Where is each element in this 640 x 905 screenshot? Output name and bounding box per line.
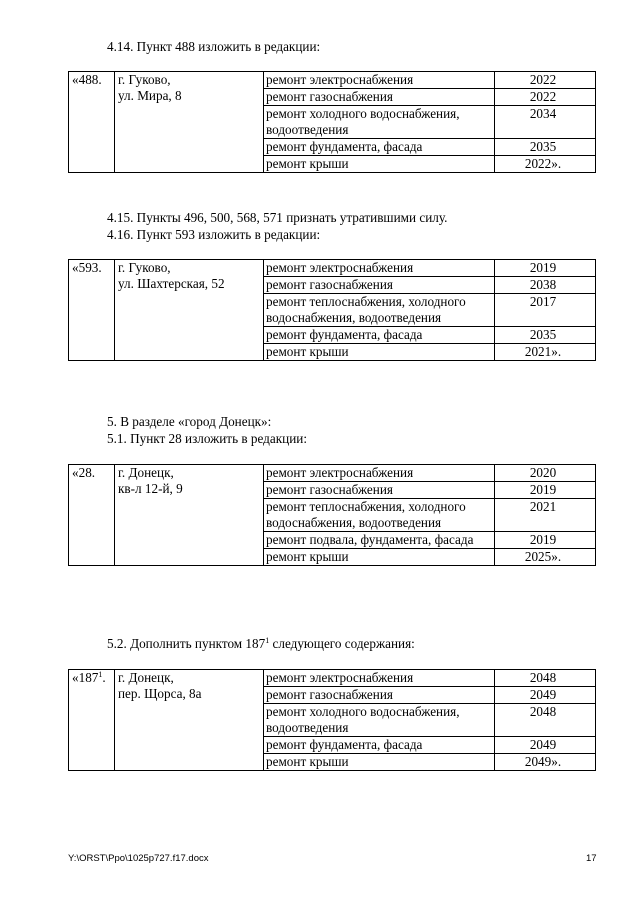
work-year: 2048 <box>495 670 596 687</box>
paragraph-5-1: 5.1. Пункт 28 изложить в редакции: <box>107 431 307 446</box>
work-type: ремонт крыши <box>264 549 495 566</box>
address-cell <box>115 465 264 566</box>
work-year: 2035 <box>495 327 596 344</box>
address-street: кв-л 12-й, 9 <box>118 481 183 496</box>
address-street: ул. Мира, 8 <box>118 88 182 103</box>
superscript-index: 1 <box>265 636 270 645</box>
work-type: ремонт электроснабжения <box>264 465 495 482</box>
work-year: 2022 <box>495 72 596 89</box>
work-type: ремонт холодного водоснабжения, водоотведения <box>264 704 495 737</box>
work-type: ремонт крыши <box>264 156 495 173</box>
paragraph-5: 5. В разделе «город Донецк»: <box>107 414 272 429</box>
item-number-suffix: . <box>102 670 106 685</box>
amendment-table-187-1 <box>68 669 596 771</box>
paragraph-5-2 <box>107 636 415 652</box>
work-year: 2048 <box>495 704 596 737</box>
item-number-main: «187 <box>72 670 99 685</box>
address-city: г. Донецк, <box>118 465 174 480</box>
work-type: ремонт фундамента, фасада <box>264 737 495 754</box>
paragraph-5-2-text: 5.2. Дополнить пунктом 187 <box>107 636 266 651</box>
address-city: г. Донецк, <box>118 670 174 685</box>
work-year: 2019 <box>495 482 596 499</box>
amendment-table-488 <box>68 71 596 173</box>
work-type: ремонт крыши <box>264 344 495 361</box>
work-year: 2022». <box>495 156 596 173</box>
work-year: 2019 <box>495 260 596 277</box>
paragraph-4-15: 4.15. Пункты 496, 500, 568, 571 признать утратившими силу. <box>107 210 448 225</box>
amendment-table-593 <box>68 259 596 361</box>
paragraph-4-14: 4.14. Пункт 488 изложить в редакции: <box>107 39 321 54</box>
item-number: «28. <box>69 465 115 566</box>
table-row <box>69 670 596 687</box>
item-number: «593. <box>69 260 115 361</box>
table-row <box>69 72 596 89</box>
work-type: ремонт электроснабжения <box>264 260 495 277</box>
paragraph-4-16: 4.16. Пункт 593 изложить в редакции: <box>107 227 321 242</box>
work-year: 2019 <box>495 532 596 549</box>
work-year: 2034 <box>495 106 596 139</box>
work-year: 2021». <box>495 344 596 361</box>
footer-page-number: 17 <box>586 853 597 864</box>
work-year: 2025». <box>495 549 596 566</box>
work-type: ремонт теплоснабжения, холодного водоснабжения, водоотведения <box>264 499 495 532</box>
work-year: 2049 <box>495 737 596 754</box>
work-year: 2035 <box>495 139 596 156</box>
work-type: ремонт холодного водоснабжения, водоотведения <box>264 106 495 139</box>
work-year: 2049». <box>495 754 596 771</box>
work-type: ремонт газоснабжения <box>264 89 495 106</box>
address-cell <box>115 72 264 173</box>
work-year: 2020 <box>495 465 596 482</box>
footer-file-path: Y:\ORST\Ppo\1025p727.f17.docx <box>68 853 209 864</box>
work-type: ремонт газоснабжения <box>264 277 495 294</box>
work-type: ремонт теплоснабжения, холодного водоснабжения, водоотведения <box>264 294 495 327</box>
address-street: пер. Щорса, 8а <box>118 686 202 701</box>
paragraph-5-2-tail: следующего содержания: <box>269 636 415 651</box>
work-type: ремонт газоснабжения <box>264 687 495 704</box>
address-city: г. Гуково, <box>118 72 171 87</box>
address-city: г. Гуково, <box>118 260 171 275</box>
work-year: 2017 <box>495 294 596 327</box>
amendment-table-28 <box>68 464 596 566</box>
work-type: ремонт подвала, фундамента, фасада <box>264 532 495 549</box>
work-type: ремонт фундамента, фасада <box>264 139 495 156</box>
address-cell <box>115 670 264 771</box>
work-type: ремонт крыши <box>264 754 495 771</box>
item-number <box>69 670 115 771</box>
item-number: «488. <box>69 72 115 173</box>
table-row <box>69 260 596 277</box>
work-type: ремонт электроснабжения <box>264 72 495 89</box>
work-year: 2038 <box>495 277 596 294</box>
work-year: 2049 <box>495 687 596 704</box>
address-street: ул. Шахтерская, 52 <box>118 276 225 291</box>
work-type: ремонт фундамента, фасада <box>264 327 495 344</box>
work-year: 2021 <box>495 499 596 532</box>
work-type: ремонт электроснабжения <box>264 670 495 687</box>
address-cell <box>115 260 264 361</box>
item-number-sup: 1 <box>98 670 103 679</box>
table-row <box>69 465 596 482</box>
work-type: ремонт газоснабжения <box>264 482 495 499</box>
work-year: 2022 <box>495 89 596 106</box>
